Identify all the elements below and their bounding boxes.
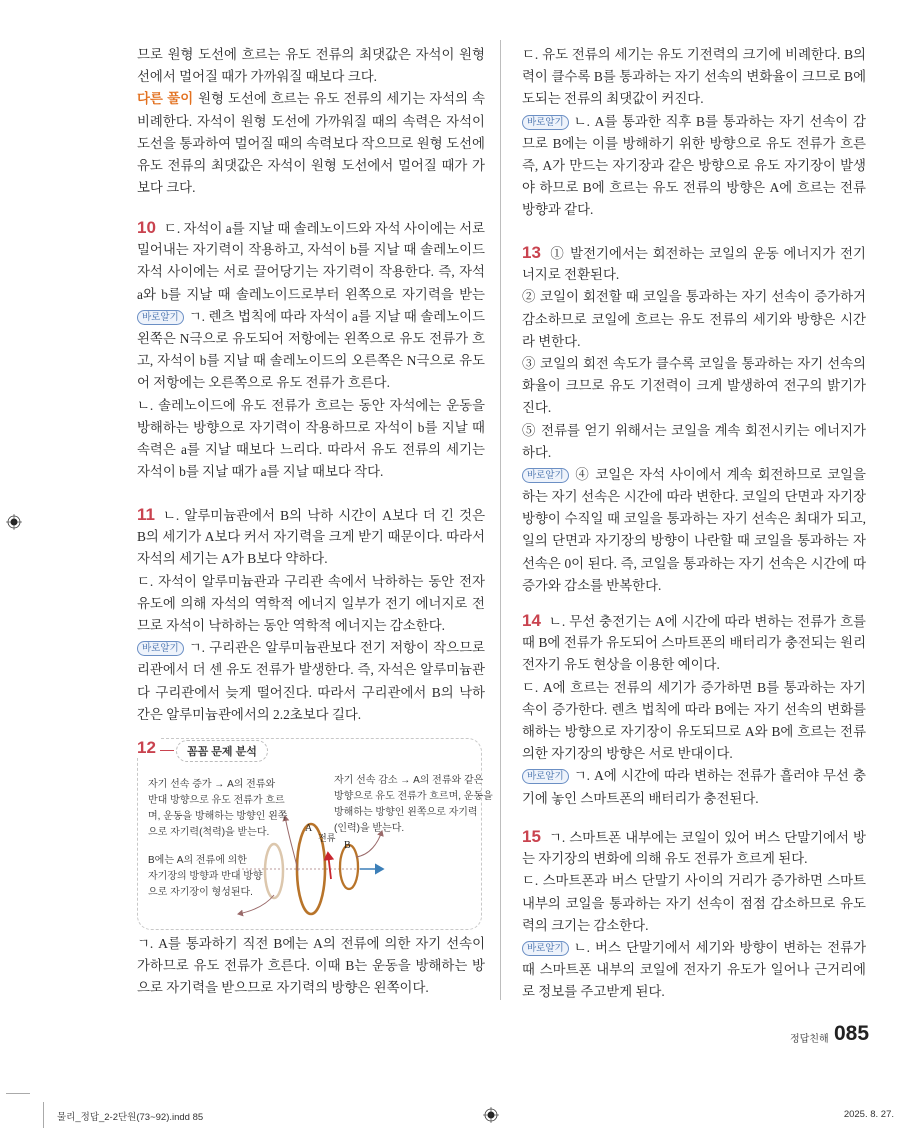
problem-analysis-figure xyxy=(137,738,493,930)
print-date: 2025. 8. 27. xyxy=(843,1109,894,1120)
line-text: ㄱ. 스마트폰 내부에는 코일이 있어 버스 단말기에서 방 xyxy=(548,830,866,845)
note-line: 자기 선속 감소 → A의 전류와 같은 xyxy=(334,775,484,786)
text-line xyxy=(137,217,485,239)
note-line: 으로 자기장이 형성된다. xyxy=(148,887,253,898)
problem-number: 14 xyxy=(522,611,541,630)
text-line xyxy=(522,699,866,721)
text-line xyxy=(137,177,485,199)
line-text: 화율이 크므로 유도 기전력이 크게 발생하여 전구의 밝기가 xyxy=(522,378,866,394)
line-text: 하다. xyxy=(522,444,552,460)
problem-number: 11 xyxy=(137,505,155,524)
note-line: 으로 자기력(척력)을 받는다. xyxy=(148,827,270,838)
line-text: 의한 자기장의 방향은 서로 반대이다. xyxy=(522,746,733,762)
line-text: ㄱ. 렌츠 법칙에 따라 자석이 a를 지날 때 솔레노이드 xyxy=(188,308,485,324)
note-line: 자기 선속 증가 → A의 전류와 xyxy=(148,779,276,790)
text-line xyxy=(522,353,866,375)
line-text: 도선을 통과하여 멀어질 때의 속력보다 작으므로 원형 도선에 xyxy=(137,135,485,151)
line-text: 방향이 수직일 때 코일을 통과하는 자기 선속은 최대가 되고, xyxy=(522,511,866,527)
line-text: 고, 자석이 b를 지날 때 솔레노이드의 오른쪽은 N극으로 유도 xyxy=(137,353,485,369)
text-line xyxy=(522,575,866,597)
line-text: ⑤ 전류를 얻기 위해서는 코일을 계속 회전시키는 에너지가 xyxy=(522,422,866,438)
text-line xyxy=(522,397,866,419)
note-left-bottom xyxy=(148,853,263,901)
answer-14 xyxy=(522,610,866,810)
label-ring-a: A xyxy=(305,823,313,834)
line-text: 왼쪽은 N극으로 유도되어 저항에는 왼쪽으로 유도 전류가 흐 xyxy=(137,330,485,346)
note-line: 방해하는 방향인 왼쪽으로 자기력 xyxy=(334,807,478,818)
text-line xyxy=(137,682,485,704)
line-text: 라 변한다. xyxy=(522,333,581,349)
line-text: 선에서 멀어질 때가 가까워질 때보다 크다. xyxy=(137,69,377,85)
line-text: 비례한다. 자석이 원형 도선에 가까워질 때의 속력은 자석이 xyxy=(137,113,485,129)
line-text: ② 코일이 회전할 때 코일을 통과하는 자기 선속이 증가하거 xyxy=(522,289,866,305)
figure-problem-number: 12 xyxy=(137,738,160,758)
text-line xyxy=(522,721,866,743)
text-line xyxy=(137,372,485,394)
line-text: 진다. xyxy=(522,400,552,416)
text-line xyxy=(522,765,866,787)
registration-mark-icon xyxy=(483,1107,499,1123)
text-line xyxy=(137,593,485,615)
text-line xyxy=(137,155,485,177)
note-line: 며, 운동을 방해하는 방향인 왼쪽 xyxy=(148,811,288,822)
text-line xyxy=(137,88,485,110)
alternative-solution-label: 다른 풀이 xyxy=(137,91,194,107)
text-line xyxy=(522,44,866,66)
text-line xyxy=(522,486,866,508)
line-text: 속이 증가한다. 렌츠 법칙에 따라 B에는 자기 선속의 변화를 xyxy=(522,701,866,717)
line-text: 속력은 a를 지날 때보다 느리다. 따라서 유도 전류의 세기는 xyxy=(137,441,485,457)
note-line: 방향으로 유도 전류가 흐르며, 운동을 xyxy=(334,791,493,802)
line-text: 다 구리관에서 늦게 떨어진다. 따라서 구리관에서 B의 낙하 xyxy=(137,684,485,700)
line-text: 선속은 0이 된다. 즉, 코일을 통과하는 자기 선속은 시간에 따 xyxy=(522,555,866,571)
correct-explanation-badge: 바로알기 xyxy=(522,468,569,483)
text-line xyxy=(137,615,485,637)
text-line xyxy=(137,955,485,977)
line-text: ㄱ. 구리관은 알루미늄관보다 전기 저항이 작으므로 xyxy=(188,640,485,656)
line-text: 방향과 같다. xyxy=(522,202,594,218)
text-line xyxy=(137,284,485,306)
text-line xyxy=(522,959,866,981)
crop-mark xyxy=(43,1102,44,1128)
text-line xyxy=(522,264,866,286)
line-text: 자석이 b를 지날 때가 a를 지날 때보다 작다. xyxy=(137,464,384,480)
text-line xyxy=(522,286,866,308)
line-text: 방해하는 방향으로 자기력이 작용하므로 자석이 b를 지날 때 xyxy=(137,419,485,435)
text-line xyxy=(522,111,866,133)
answer-12-text xyxy=(137,933,485,1000)
text-line xyxy=(522,88,866,110)
text-line xyxy=(137,548,485,570)
text-line xyxy=(522,848,866,870)
line-text: 로 정보를 주고받게 된다. xyxy=(522,984,665,1000)
text-line xyxy=(522,553,866,575)
right-column xyxy=(522,0,866,1010)
line-text: 도되는 전류의 최댓값이 커진다. xyxy=(522,91,704,107)
text-line xyxy=(522,133,866,155)
answer-12-continued xyxy=(522,44,866,222)
text-line xyxy=(137,350,485,372)
note-right-top xyxy=(334,773,493,837)
line-text: 력이 클수록 B를 통과하는 자기 선속의 변화율이 크므로 B에 xyxy=(522,69,866,85)
line-text: 으로 자기력을 받으므로 자기력의 방향은 왼쪽이다. xyxy=(137,980,429,996)
figure-connector xyxy=(160,750,174,751)
line-text: ㄱ. A에 시간에 따라 변하는 전류가 흘러야 무선 충 xyxy=(573,768,866,784)
text-line xyxy=(522,309,866,331)
line-text: 내부의 코일을 통과하는 자기 선속이 점점 감소하므로 유도 xyxy=(522,895,866,911)
line-text: ㄴ. 솔레노이드에 유도 전류가 흐르는 동안 자석에는 운동을 xyxy=(137,397,485,413)
text-line xyxy=(522,242,866,264)
text-line xyxy=(137,395,485,417)
text-line xyxy=(522,420,866,442)
correct-explanation-badge: 바로알기 xyxy=(522,769,569,784)
label-ring-b: B xyxy=(344,840,351,851)
line-text: ㄱ. A를 통과하기 직전 B에는 A의 전류에 의한 자기 선속이 xyxy=(137,936,485,951)
text-line xyxy=(522,654,866,676)
text-line xyxy=(137,111,485,133)
text-line xyxy=(522,199,866,221)
column-divider xyxy=(500,40,501,1000)
line-text: 자석의 세기는 A가 B보다 약하다. xyxy=(137,551,328,567)
text-line xyxy=(137,659,485,681)
text-line xyxy=(522,530,866,552)
line-text: 하는 자기 선속은 시간에 따라 변한다. 코일의 단면과 자기장 xyxy=(522,489,866,505)
line-text: ㄷ. 스마트폰과 버스 단말기 사이의 거리가 증가하면 스마트 xyxy=(522,873,866,889)
correct-explanation-badge: 바로알기 xyxy=(137,641,184,656)
line-text: 때 스마트폰 내부의 코일에 전자기 유도가 일어나 근거리에 xyxy=(522,962,866,978)
text-line xyxy=(522,893,866,915)
line-text: 증가와 감소를 반복한다. xyxy=(522,577,662,593)
line-text: 므로 자석이 낙하하는 동안 역학적 에너지는 감소한다. xyxy=(137,617,446,633)
text-line xyxy=(137,933,485,955)
answer-13 xyxy=(522,242,866,597)
text-line xyxy=(522,177,866,199)
ring-b-previous-position xyxy=(265,844,283,898)
text-line xyxy=(137,637,485,659)
correct-explanation-badge: 바로알기 xyxy=(522,941,569,956)
text-line xyxy=(137,133,485,155)
registration-mark-icon xyxy=(6,514,22,530)
line-text: 므로 B에는 이를 방해하기 위한 방향으로 유도 전류가 흐른 xyxy=(522,135,866,151)
line-text: 유도에 의해 자석의 역학적 에너지 일부가 전기 에너지로 전 xyxy=(137,595,485,611)
label-current: 전류 xyxy=(318,833,336,843)
problem-number: 15 xyxy=(522,827,541,846)
text-line xyxy=(137,571,485,593)
text-line xyxy=(522,632,866,654)
line-text: a와 b를 지날 때 솔레노이드로부터 왼쪽으로 자기력을 받는 xyxy=(137,286,485,302)
text-line xyxy=(522,743,866,765)
line-text: 보다 크다. xyxy=(137,180,196,196)
text-line xyxy=(137,977,485,999)
line-text: 밀어내는 자기력이 작용하고, 자석이 b를 지날 때 솔레노이드 xyxy=(137,242,485,258)
text-line xyxy=(522,508,866,530)
page-number: 085 xyxy=(834,1022,870,1045)
line-text: 므로 원형 도선에 흐르는 유도 전류의 최댓값은 자석이 원형 xyxy=(137,47,485,62)
text-line xyxy=(522,870,866,892)
line-text: ㄴ. 알루미늄관에서 B의 낙하 시간이 A보다 더 긴 것은 xyxy=(162,508,485,523)
line-text: ㄴ. 버스 단말기에서 세기와 방향이 변하는 전류가 xyxy=(573,939,866,955)
correct-explanation-badge: 바로알기 xyxy=(522,115,569,130)
line-text: ㄷ. 유도 전류의 세기는 유도 기전력의 크기에 비례한다. B의 xyxy=(522,47,866,62)
correct-explanation-badge: 바로알기 xyxy=(137,310,184,325)
line-text: 가하므로 유도 전류가 흐른다. 이때 B는 운동을 방해하는 방 xyxy=(137,958,485,974)
line-text: 어 저항에는 오른쪽으로 유도 전류가 흐른다. xyxy=(137,375,390,391)
text-line xyxy=(137,328,485,350)
text-line xyxy=(522,155,866,177)
note-line: B에는 A의 전류에 의한 xyxy=(148,855,247,866)
text-line xyxy=(137,66,485,88)
text-line xyxy=(522,915,866,937)
line-text: 는 자기장의 변화에 의해 유도 전류가 흐르게 된다. xyxy=(522,851,808,867)
section-label: 정답친해 xyxy=(790,1034,829,1045)
note-left-top xyxy=(148,777,287,841)
text-line xyxy=(137,417,485,439)
line-text: 자석 사이에는 서로 끌어당기는 자기력이 작용한다. 즉, 자석 xyxy=(137,264,485,280)
line-text: 해하는 방향으로 자기장이 유도되므로 A와 B에 흐르는 전류 xyxy=(522,723,866,739)
note-line: 반대 방향으로 유도 전류가 흐르 xyxy=(148,795,285,806)
text-line xyxy=(137,44,485,66)
note-line: (인력)을 받는다. xyxy=(334,823,405,834)
line-text: ㄴ. A를 통과한 직후 B를 통과하는 자기 선속이 감 xyxy=(573,113,866,129)
line-text: 감소하므로 코일에 흐르는 유도 전류의 세기와 방향은 시간 xyxy=(522,311,866,327)
line-text: 야 하므로 B에 흐르는 유도 전류의 방향은 A에 흐르는 전류 xyxy=(522,180,866,196)
text-line xyxy=(522,464,866,486)
text-line xyxy=(522,937,866,959)
line-text: ㄷ. 자석이 a를 지날 때 솔레노이드와 자석 사이에는 서로 xyxy=(163,221,485,236)
text-line xyxy=(522,610,866,632)
problem-number: 13 xyxy=(522,243,541,262)
text-line xyxy=(137,239,485,261)
intro-continuation xyxy=(137,44,485,199)
problem-number: 10 xyxy=(137,218,156,237)
text-line xyxy=(522,677,866,699)
text-line xyxy=(137,704,485,726)
figure-title: 꼼꼼 문제 분석 xyxy=(176,740,268,762)
line-text: 너지로 전환된다. xyxy=(522,267,620,283)
current-arrow xyxy=(328,853,331,879)
text-line xyxy=(522,331,866,353)
line-text: 력의 크기는 감소한다. xyxy=(522,917,649,933)
line-text: 전자기 유도 현상을 이용한 예이다. xyxy=(522,657,720,673)
text-line xyxy=(522,981,866,1003)
text-line xyxy=(137,306,485,328)
line-text: ③ 코일의 회전 속도가 클수록 코일을 통과하는 자기 선속의 xyxy=(522,355,866,371)
text-line xyxy=(522,442,866,464)
line-text: ④ 코일은 자석 사이에서 계속 회전하므로 코일을 xyxy=(573,466,866,482)
line-text: 일의 단면과 자기장의 방향이 나란할 때 코일을 통과하는 자 xyxy=(522,533,866,549)
line-text: ㄴ. 무선 충전기는 A에 시간에 따라 변하는 전류가 흐를 xyxy=(548,614,866,629)
line-text: 즉, A가 만드는 자기장과 같은 방향으로 유도 자기장이 발생 xyxy=(522,157,866,173)
text-line xyxy=(522,788,866,810)
text-line xyxy=(137,261,485,283)
crop-mark xyxy=(6,1093,30,1094)
text-line xyxy=(137,504,485,526)
line-text: ① 발전기에서는 회전하는 코일의 운동 에너지가 전기 xyxy=(548,246,866,261)
text-line xyxy=(522,826,866,848)
line-text: 기에 놓인 스마트폰의 배터리가 충전된다. xyxy=(522,790,759,806)
file-slug: 물리_정답_2-2단원(73~92).indd 85 xyxy=(57,1112,204,1123)
text-line xyxy=(137,439,485,461)
note-line: 자기장의 방향과 반대 방향 xyxy=(148,871,263,882)
answer-10 xyxy=(137,217,485,483)
line-text: 간은 알루미늄관에서의 2.2초보다 길다. xyxy=(137,706,362,722)
line-text: 원형 도선에 흐르는 유도 전류의 세기는 자석의 속 xyxy=(198,91,485,107)
line-text: B의 세기가 A보다 커서 자기력을 크게 받기 때문이다. 따라서 xyxy=(137,529,485,545)
line-text: 유도 전류의 최댓값은 자석이 원형 도선에서 멀어질 때가 가 xyxy=(137,157,485,173)
line-text: 때 B에 전류가 유도되어 스마트폰의 배터리가 충전되는 원리 xyxy=(522,635,866,651)
line-text: ㄷ. A에 흐르는 전류의 세기가 증가하면 B를 통과하는 자기 xyxy=(522,679,866,695)
answer-15 xyxy=(522,826,866,1004)
answer-11 xyxy=(137,504,485,726)
line-text: ㄷ. 자석이 알루미늄관과 구리관 속에서 낙하하는 동안 전자 xyxy=(137,573,485,589)
text-line xyxy=(137,461,485,483)
line-text: 리관에서 더 센 유도 전류가 발생한다. 즉, 자석은 알루미늄관 xyxy=(137,662,485,678)
text-line xyxy=(137,526,485,548)
text-line xyxy=(522,375,866,397)
ring-b xyxy=(340,845,358,889)
text-line xyxy=(522,66,866,88)
